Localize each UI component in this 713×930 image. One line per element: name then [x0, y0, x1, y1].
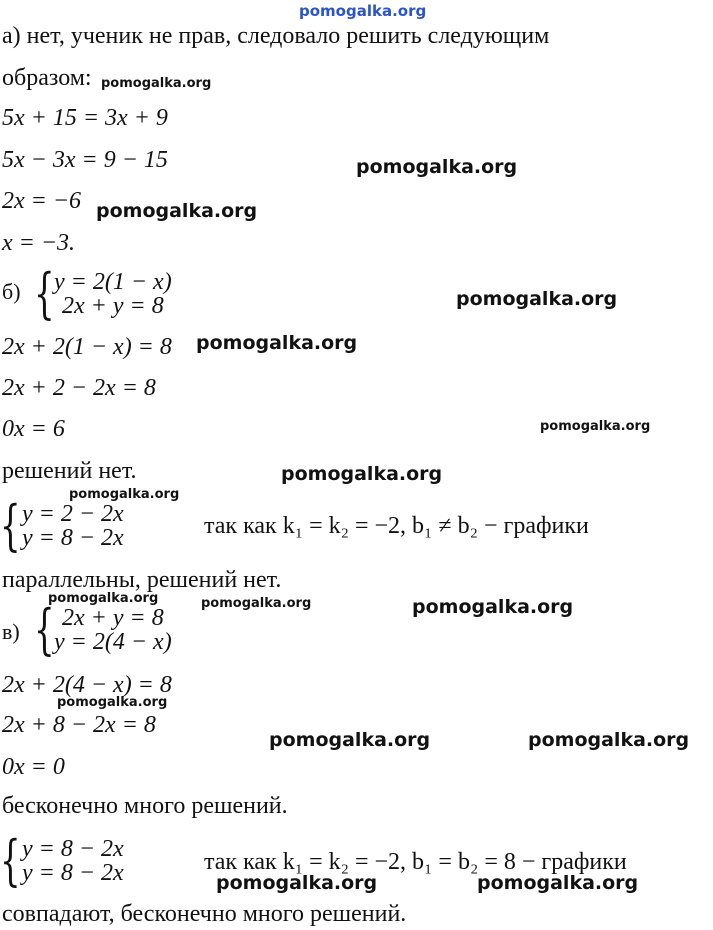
- part-a-line2: образом:: [2, 65, 92, 91]
- part-a-step-3: 2x = −6: [2, 188, 82, 214]
- system-brace: {: [0, 494, 21, 557]
- part-v-system2-row-2: y = 8 − 2x: [22, 860, 124, 886]
- part-b-step-2: 2x + 2 − 2x = 8: [2, 375, 156, 401]
- part-b-conclusion: решений нет.: [2, 458, 137, 484]
- part-b-reason: так как k₁ = k₂ = −2, b₁ ≠ b₂ − графики: [204, 513, 589, 539]
- part-b-system2-row-2: y = 8 − 2x: [22, 525, 124, 551]
- watermark: pomogalka.org: [269, 729, 431, 751]
- part-b-system2-row-1: y = 2 − 2x: [22, 501, 124, 527]
- system-brace: {: [34, 598, 55, 661]
- part-b-system-row-1: y = 2(1 − x): [54, 269, 172, 295]
- watermark: pomogalka.org: [196, 332, 358, 354]
- part-a-line1: а) нет, ученик не прав, следовало решить следующим: [2, 23, 550, 49]
- part-v-step-3: 0x = 0: [2, 754, 65, 780]
- watermark-top: pomogalka.org: [299, 2, 427, 20]
- part-b-system-row-2: 2x + y = 8: [62, 293, 164, 319]
- part-b-step-1: 2x + 2(1 − x) = 8: [2, 334, 172, 360]
- part-v-step-2: 2x + 8 − 2x = 8: [2, 712, 156, 738]
- watermark: pomogalka.org: [201, 596, 312, 611]
- part-b-system: [0, 262, 240, 325]
- watermark: pomogalka.org: [48, 591, 159, 606]
- system-brace: {: [34, 262, 55, 325]
- part-v-system-2: [0, 829, 200, 892]
- part-b-reason-cont: параллельны, решений нет.: [2, 567, 282, 593]
- watermark: pomogalka.org: [528, 729, 690, 751]
- watermark: pomogalka.org: [216, 872, 378, 894]
- part-v-step-1: 2x + 2(4 − x) = 8: [2, 672, 172, 698]
- watermark: pomogalka.org: [101, 76, 212, 91]
- watermark: pomogalka.org: [477, 872, 639, 894]
- part-v-conclusion: бесконечно много решений.: [2, 793, 288, 819]
- part-b-label: б): [2, 279, 21, 304]
- part-v-label: в): [2, 619, 20, 644]
- part-v-system-row-2: y = 2(4 − x): [54, 629, 172, 655]
- watermark: pomogalka.org: [69, 487, 180, 502]
- watermark: pomogalka.org: [57, 695, 168, 710]
- watermark: pomogalka.org: [96, 200, 258, 222]
- part-b-step-3: 0x = 6: [2, 416, 65, 442]
- part-a-step-1: 5x + 15 = 3x + 9: [2, 105, 168, 131]
- system-brace: {: [0, 829, 21, 892]
- part-a-step-2: 5x − 3x = 9 − 15: [2, 147, 168, 173]
- part-v-system-row-1: 2x + y = 8: [62, 605, 164, 631]
- part-v-reason-cont: совпадают, бесконечно много решений.: [2, 901, 407, 927]
- watermark: pomogalka.org: [540, 419, 651, 434]
- part-v-reason: так как k₁ = k₂ = −2, b₁ = b₂ = 8 − графики: [204, 849, 627, 875]
- part-v-system2-row-1: y = 8 − 2x: [22, 836, 124, 862]
- part-a-step-4: x = −3.: [2, 230, 76, 256]
- watermark: pomogalka.org: [356, 156, 518, 178]
- watermark: pomogalka.org: [456, 288, 618, 310]
- watermark: pomogalka.org: [281, 463, 443, 485]
- watermark: pomogalka.org: [412, 596, 574, 618]
